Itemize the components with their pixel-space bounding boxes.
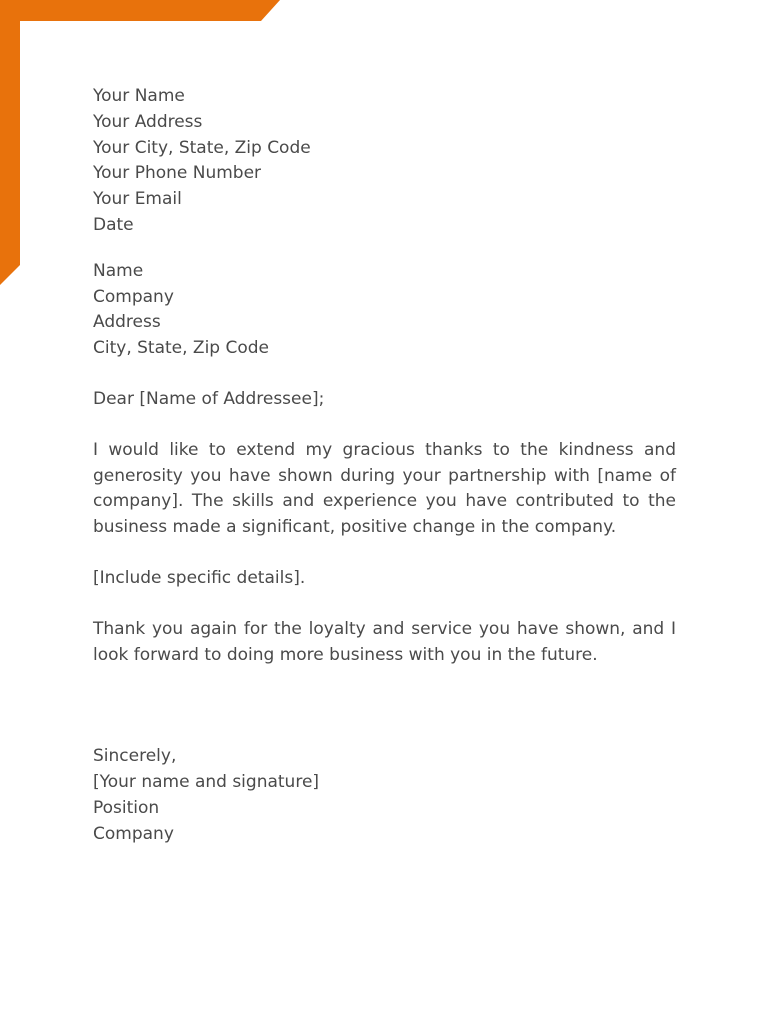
sender-city-state-zip: Your City, State, Zip Code: [93, 137, 311, 158]
sender-email: Your Email: [93, 189, 182, 210]
letter-date: Date: [93, 214, 134, 235]
valediction: Sincerely,: [93, 746, 177, 767]
sender-block: [93, 84, 676, 239]
body-paragraph-closing-remarks: Thank you again for the loyalty and service you have shown, and I look forward to doing more business with you in the future.: [93, 618, 676, 665]
salutation: Dear [Name of Addressee];: [93, 388, 325, 409]
recipient-name: Name: [93, 260, 144, 281]
recipient-block: [93, 259, 676, 362]
spacer: [93, 693, 676, 744]
recipient-city-state-zip: City, State, Zip Code: [93, 338, 270, 359]
body-paragraph-details: [Include specific details].: [93, 567, 306, 588]
signature-line: [Your name and signature]: [93, 772, 320, 793]
signer-company: Company: [93, 823, 174, 844]
recipient-address: Address: [93, 312, 161, 333]
recipient-company: Company: [93, 286, 174, 307]
body-paragraph-thanks: I would like to extend my gracious thanks to the kindness and generosity you have shown during your partnership with [name of company]. The skills and experience you have contributed to the business made a significant, positive change in the company.: [93, 439, 676, 538]
sender-name: Your Name: [93, 86, 185, 106]
signer-position: Position: [93, 797, 160, 818]
sender-address: Your Address: [93, 111, 203, 132]
sender-phone: Your Phone Number: [93, 163, 262, 184]
closing-block: [93, 744, 676, 847]
letter-content: [93, 84, 676, 848]
